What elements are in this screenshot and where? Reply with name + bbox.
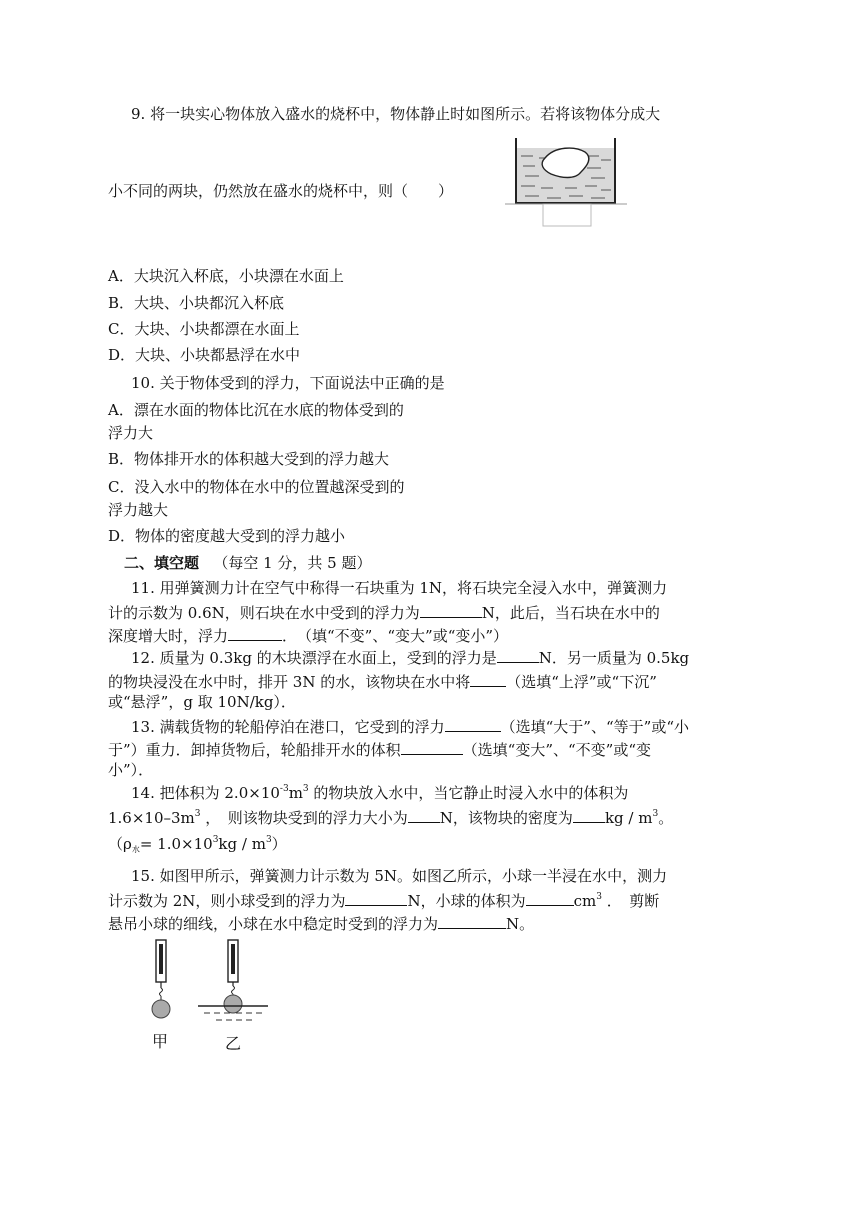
q13-text-2b: （选填“变大”、“不变”或“变	[462, 741, 652, 759]
q13-text-1a: 13. 满载货物的轮船停泊在港口，它受到的浮力	[131, 718, 445, 736]
q11-line1: 11. 用弹簧测力计在空气中称得一石块重为 1N，将石块完全浸入水中，弹簧测力	[131, 579, 668, 597]
q11-blank-1[interactable]	[420, 601, 482, 618]
q15-blank-3[interactable]	[438, 912, 506, 929]
q9-option-c: C．大块、小块都漂在水面上	[108, 320, 300, 338]
spring-scale-jia	[152, 940, 170, 1018]
q11-line2	[108, 601, 660, 623]
q10-stem: 10. 关于物体受到的浮力，下面说法中正确的是	[131, 374, 445, 392]
q14-exp-3: 3	[194, 809, 201, 819]
q15-line2	[108, 889, 659, 911]
q12-line1	[131, 646, 689, 668]
q14-text-2c: N，该物块的密度为	[439, 809, 573, 827]
q12-line3: 或“悬浮”，g 取 10N/kg）．	[108, 693, 296, 711]
section-2-note: （每空 1 分，共 5 题）	[213, 554, 372, 572]
q9-option-b: B．大块、小块都沉入杯底	[108, 294, 285, 312]
q10-option-c-line2: 浮力越大	[108, 501, 169, 519]
q13-blank-1[interactable]	[445, 715, 501, 732]
q10-option-a-line2: 浮力大	[108, 424, 154, 442]
q12-text-1b: N．另一质量为 0.5kg	[538, 649, 690, 667]
q14-blank-2[interactable]	[573, 806, 605, 823]
q11-blank-2[interactable]	[228, 624, 282, 641]
q13-line3: 小”）．	[108, 761, 154, 779]
q10-option-d: D．物体的密度越大受到的浮力越小	[108, 527, 346, 545]
q13-text-2a: 于”）重力．卸掉货物后，轮船排开水的体积	[108, 741, 401, 759]
q14-sub-water: 水	[131, 845, 140, 854]
q15-blank-2[interactable]	[526, 889, 574, 906]
q12-text-2b: （选填“上浮”或“下沉”	[506, 673, 657, 691]
q10-option-b: B．物体排开水的体积越大受到的浮力越大	[108, 450, 390, 468]
q13-blank-2[interactable]	[401, 738, 463, 755]
q14-exp-5: 3	[212, 835, 219, 845]
q11-text-2b: N，此后，当石块在水中的	[481, 604, 660, 622]
section-2-title: 二、填空题	[124, 554, 200, 572]
q14-line3	[108, 834, 287, 854]
q13-text-1b: （选填“大于”、“等于”或“小	[500, 718, 689, 736]
q14-text-3c: kg / m	[218, 835, 266, 853]
q12-text-1a: 12. 质量为 0.3kg 的木块漂浮在水面上，受到的浮力是	[131, 649, 497, 667]
q9-line2: 小不同的两块，仍然放在盛水的烧杯中，则（ ）	[108, 182, 454, 200]
q15-text-2d: ． 剪断	[601, 892, 660, 910]
q14-text-2e: 。	[658, 809, 674, 827]
q13-line2	[108, 738, 651, 760]
q12-blank-1[interactable]	[497, 646, 539, 663]
q15-line3	[108, 912, 534, 934]
q9-line1: 9. 将一块实心物体放入盛水的烧杯中，物体静止时如图所示。若将该物体分成大	[131, 105, 661, 123]
q9-option-a: A．大块沉入杯底，小块漂在水面上	[108, 267, 344, 285]
q11-line3	[108, 624, 508, 646]
q11-text-2a: 计的示数为 0.6N，则石块在水中受到的浮力为	[108, 604, 420, 622]
q14-exp-1: -3	[279, 784, 289, 794]
q15-text-2b: N，小球的体积为	[407, 892, 526, 910]
q15-text-3a: 悬吊小球的细线，小球在水中稳定时受到的浮力为	[108, 915, 439, 933]
q11-text-3b: ． （填“不变”、“变大”或“变小”）	[282, 627, 509, 645]
label-yi: 乙	[225, 1034, 242, 1053]
spring-scale-yi	[198, 940, 268, 1020]
q14-text-2a: 1.6×10–3m	[108, 809, 195, 827]
q15-text-3b: N。	[506, 915, 535, 933]
q14-exp-4: 3	[652, 809, 659, 819]
q14-text-3d: ）	[271, 835, 287, 853]
q14-exp-2: 3	[302, 784, 309, 794]
q10-option-c-line1: C．没入水中的物体在水中的位置越深受到的	[108, 478, 405, 496]
q15-text-2c: cm	[573, 892, 597, 910]
q12-blank-2[interactable]	[470, 670, 506, 687]
q15-blank-1[interactable]	[345, 889, 407, 906]
q11-text-3a: 深度增大时，浮力	[108, 627, 229, 645]
section-2-heading	[124, 553, 372, 573]
q14-text-2b: ， 则该物块受到的浮力大小为	[200, 809, 408, 827]
q12-line2	[108, 670, 657, 692]
beaker-figure	[505, 136, 627, 230]
q15-line1: 15. 如图甲所示，弹簧测力计示数为 5N。如图乙所示，小球一半浸在水中，测力	[131, 867, 668, 885]
q14-blank-1[interactable]	[408, 806, 440, 823]
q14-text-2d: kg / m	[604, 809, 653, 827]
q14-unit-1: m	[288, 784, 303, 802]
q13-line1	[131, 715, 689, 737]
q14-text-1c: 的物块放入水中，当它静止时浸入水中的体积为	[308, 784, 629, 802]
spring-scale-figure	[140, 938, 280, 1030]
q9-option-d: D．大块、小块都悬浮在水中	[108, 346, 301, 364]
q14-text-3b: = 1.0×10	[139, 835, 213, 853]
q14-text-3a: （ρ	[108, 835, 132, 853]
q14-text-1a: 14. 把体积为 2.0×10	[131, 784, 280, 802]
q10-option-a-line1: A．漂在水面的物体比沉在水底的物体受到的	[108, 401, 404, 419]
q15-exp: 3	[596, 892, 602, 902]
q14-exp-6: 3	[265, 835, 272, 845]
q12-text-2a: 的物块浸没在水中时，排开 3N 的水，该物块在水中将	[108, 673, 471, 691]
label-jia: 甲	[152, 1032, 169, 1051]
q14-line1	[131, 783, 628, 803]
q14-line2	[108, 806, 673, 828]
q15-text-2a: 计示数为 2N，则小球受到的浮力为	[108, 892, 346, 910]
